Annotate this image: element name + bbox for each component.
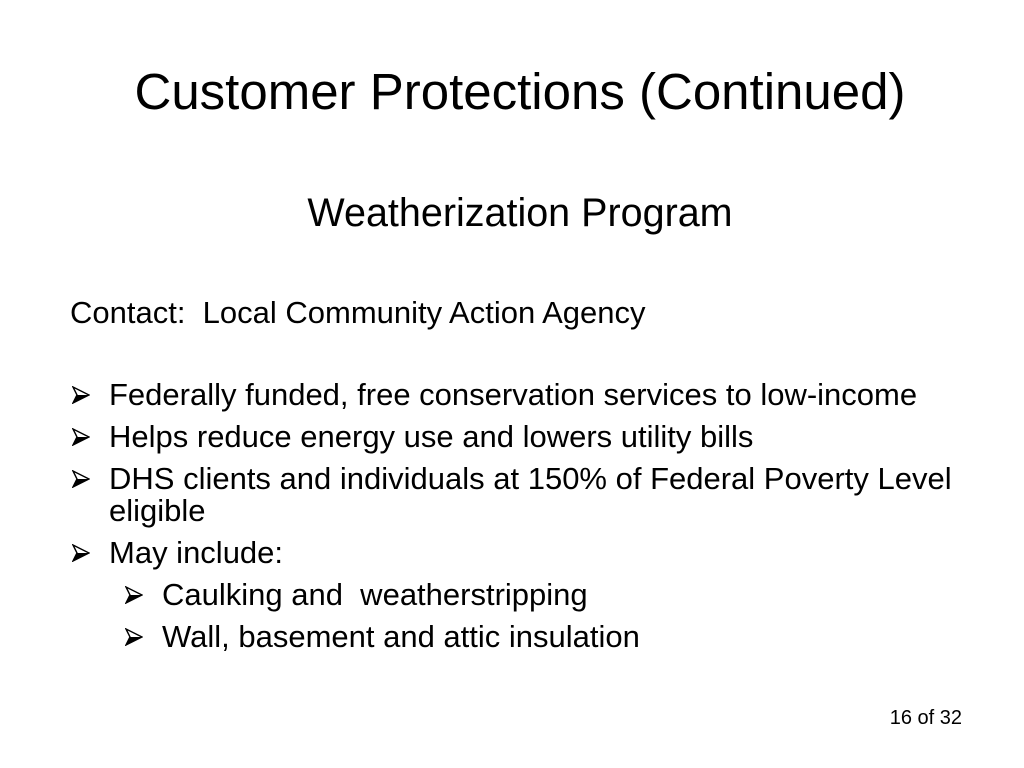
sub-bullet-row [123,579,989,611]
sub-bullet-list [70,579,989,653]
contact-line: Contact: Local Community Action Agency [70,295,646,330]
sub-bullet-item [123,579,989,611]
bullet-row [70,421,989,453]
arrowhead-bullet-icon [70,379,109,411]
sub-bullet-row [123,621,989,653]
arrowhead-bullet-icon [123,621,162,653]
sub-bullet-item [123,621,989,653]
sub-bullet-text: Wall, basement and attic insulation [162,619,640,654]
bullet-item [70,537,989,653]
bullet-text: DHS clients and individuals at 150% of Federal Poverty Level eligible [109,461,961,528]
page-number: 16 of 32 [889,707,962,729]
bullet-row [70,463,989,527]
bullet-item [70,379,989,411]
bullet-item [70,421,989,453]
sub-bullet-text: Caulking and weatherstripping [162,577,588,612]
arrowhead-bullet-icon [70,463,109,495]
arrowhead-bullet-icon [70,421,109,453]
bullet-row [70,537,989,569]
arrowhead-bullet-icon [70,537,109,569]
bullet-list [70,379,989,663]
bullet-item [70,463,989,527]
slide-subtitle: Weatherization Program [307,191,733,235]
bullet-text: May include: [109,535,284,570]
bullet-text: Federally funded, free conservation services to low-income [109,377,918,412]
bullet-row [70,379,989,411]
arrowhead-bullet-icon [123,579,162,611]
bullet-text: Helps reduce energy use and lowers utility bills [109,419,754,454]
slide-title: Customer Protections (Continued) [134,63,906,120]
